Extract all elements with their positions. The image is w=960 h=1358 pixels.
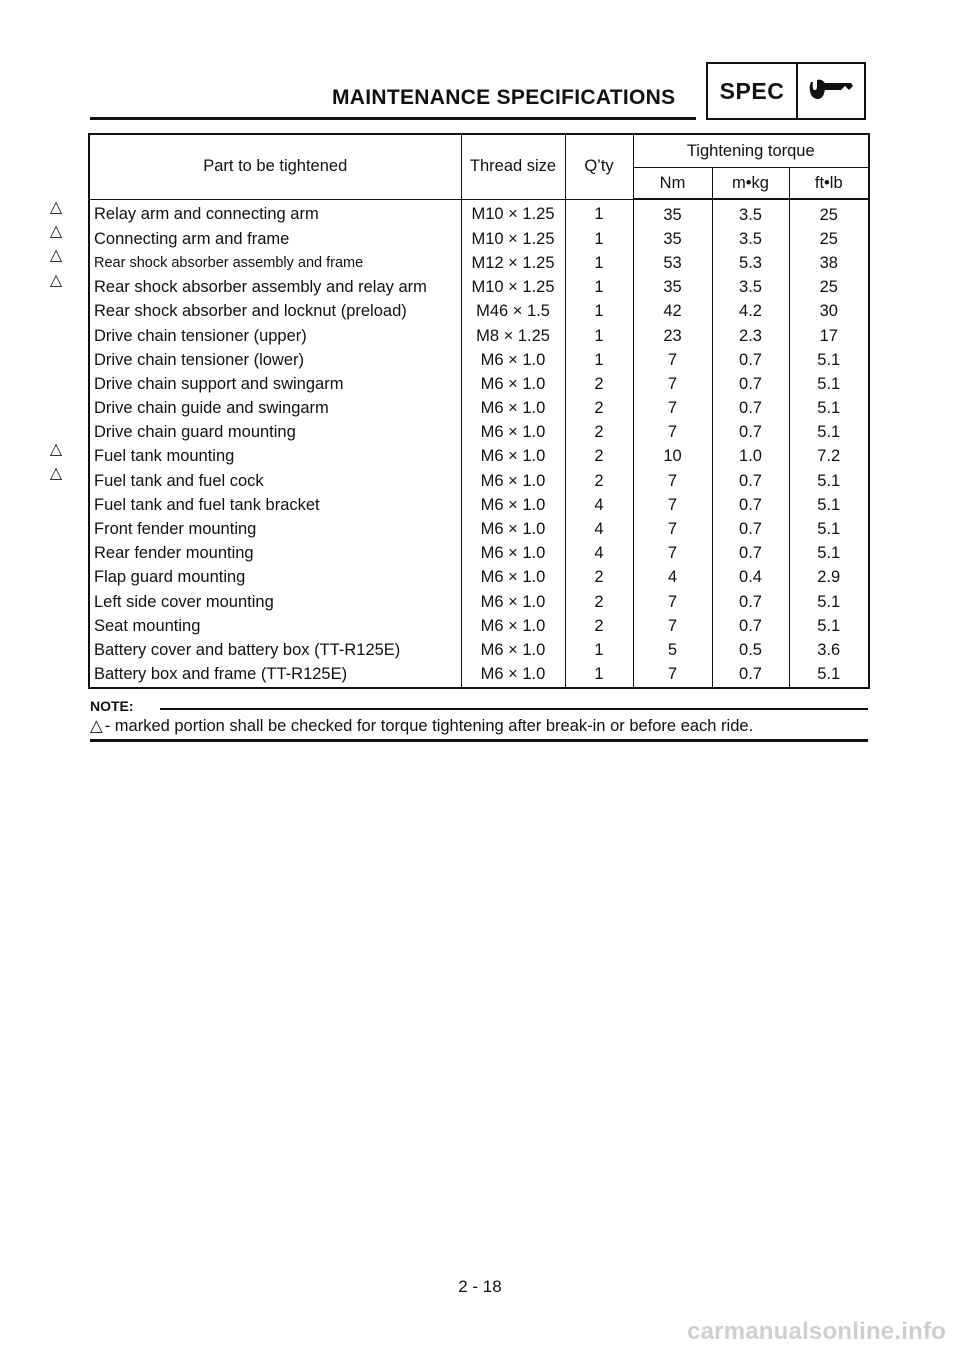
table-row bbox=[89, 324, 869, 348]
cell-nm: 7 bbox=[633, 493, 712, 517]
cell-nm: 4 bbox=[633, 566, 712, 590]
cell-thread-size: M46 × 1.5 bbox=[461, 300, 565, 324]
table-row bbox=[89, 276, 869, 300]
triangle-mark-icon bbox=[46, 558, 66, 582]
cell-nm: 7 bbox=[633, 542, 712, 566]
torque-table-wrapper bbox=[88, 133, 868, 689]
cell-nm: 7 bbox=[633, 614, 712, 638]
cell-qty: 1 bbox=[565, 276, 633, 300]
cell-mkg: 0.7 bbox=[712, 542, 789, 566]
cell-qty: 2 bbox=[565, 421, 633, 445]
cell-ftlb: 5.1 bbox=[789, 542, 869, 566]
cell-part: Fuel tank and fuel cock bbox=[89, 469, 461, 493]
cell-ftlb: 25 bbox=[789, 227, 869, 251]
triangle-mark-icon bbox=[46, 534, 66, 558]
cell-ftlb: 25 bbox=[789, 199, 869, 227]
cell-ftlb: 5.1 bbox=[789, 663, 869, 688]
cell-thread-size: M6 × 1.0 bbox=[461, 542, 565, 566]
torque-check-marks bbox=[46, 195, 66, 679]
cell-qty: 2 bbox=[565, 445, 633, 469]
cell-mkg: 0.7 bbox=[712, 517, 789, 541]
cell-part: Battery cover and battery box (TT-R125E) bbox=[89, 638, 461, 662]
cell-qty: 1 bbox=[565, 638, 633, 662]
cell-thread-size: M6 × 1.0 bbox=[461, 348, 565, 372]
cell-thread-size: M6 × 1.0 bbox=[461, 638, 565, 662]
cell-thread-size: M10 × 1.25 bbox=[461, 276, 565, 300]
cell-nm: 7 bbox=[633, 517, 712, 541]
cell-nm: 7 bbox=[633, 372, 712, 396]
cell-part: Rear fender mounting bbox=[89, 542, 461, 566]
cell-part: Drive chain tensioner (lower) bbox=[89, 348, 461, 372]
cell-thread-size: M6 × 1.0 bbox=[461, 372, 565, 396]
note-rule-bottom bbox=[90, 739, 868, 742]
cell-mkg: 3.5 bbox=[712, 227, 789, 251]
triangle-mark-icon bbox=[46, 655, 66, 679]
cell-mkg: 0.7 bbox=[712, 372, 789, 396]
cell-mkg: 4.2 bbox=[712, 300, 789, 324]
note-text: - marked portion shall be checked for torque tightening after break-in or before each ride. bbox=[104, 716, 754, 735]
triangle-mark-icon: △ bbox=[49, 271, 63, 289]
cell-part: Left side cover mounting bbox=[89, 590, 461, 614]
cell-part: Drive chain support and swingarm bbox=[89, 372, 461, 396]
cell-part: Drive chain guard mounting bbox=[89, 421, 461, 445]
cell-nm: 7 bbox=[633, 348, 712, 372]
cell-nm: 53 bbox=[633, 251, 712, 275]
table-row bbox=[89, 348, 869, 372]
cell-thread-size: M6 × 1.0 bbox=[461, 421, 565, 445]
cell-part: Fuel tank and fuel tank bracket bbox=[89, 493, 461, 517]
header-thread-size: Thread size bbox=[461, 134, 565, 199]
cell-thread-size: M6 × 1.0 bbox=[461, 445, 565, 469]
triangle-mark-icon: △ bbox=[49, 247, 63, 265]
cell-ftlb: 30 bbox=[789, 300, 869, 324]
table-row bbox=[89, 663, 869, 688]
cell-part: Rear shock absorber and locknut (preload) bbox=[89, 300, 461, 324]
torque-table bbox=[88, 133, 870, 689]
table-row bbox=[89, 227, 869, 251]
cell-mkg: 5.3 bbox=[712, 251, 789, 275]
header-ftlb: ft•lb bbox=[789, 168, 869, 200]
table-row bbox=[89, 445, 869, 469]
cell-mkg: 0.7 bbox=[712, 348, 789, 372]
cell-qty: 1 bbox=[565, 348, 633, 372]
cell-qty: 4 bbox=[565, 517, 633, 541]
cell-thread-size: M6 × 1.0 bbox=[461, 517, 565, 541]
cell-ftlb: 5.1 bbox=[789, 614, 869, 638]
cell-qty: 2 bbox=[565, 372, 633, 396]
cell-mkg: 2.3 bbox=[712, 324, 789, 348]
cell-mkg: 0.7 bbox=[712, 614, 789, 638]
cell-nm: 7 bbox=[633, 421, 712, 445]
table-row bbox=[89, 542, 869, 566]
cell-thread-size: M10 × 1.25 bbox=[461, 227, 565, 251]
triangle-mark-icon bbox=[46, 389, 66, 413]
cell-thread-size: M6 × 1.0 bbox=[461, 493, 565, 517]
page-number: 2 - 18 bbox=[458, 1277, 502, 1296]
cell-mkg: 0.7 bbox=[712, 590, 789, 614]
triangle-mark-icon bbox=[46, 292, 66, 316]
footer-watermark: carmanualsonline.info bbox=[687, 1318, 946, 1345]
triangle-mark-icon: △ bbox=[49, 223, 63, 241]
cell-mkg: 0.7 bbox=[712, 663, 789, 688]
cell-part: Front fender mounting bbox=[89, 517, 461, 541]
cell-nm: 42 bbox=[633, 300, 712, 324]
cell-qty: 2 bbox=[565, 397, 633, 421]
triangle-mark-icon bbox=[46, 630, 66, 654]
cell-part: Battery box and frame (TT-R125E) bbox=[89, 663, 461, 688]
header-qty: Q’ty bbox=[565, 134, 633, 199]
cell-nm: 7 bbox=[633, 590, 712, 614]
table-row bbox=[89, 566, 869, 590]
cell-thread-size: M6 × 1.0 bbox=[461, 663, 565, 688]
cell-nm: 10 bbox=[633, 445, 712, 469]
cell-ftlb: 5.1 bbox=[789, 590, 869, 614]
table-row bbox=[89, 199, 869, 227]
spec-badge bbox=[706, 62, 866, 120]
cell-nm: 35 bbox=[633, 276, 712, 300]
wrench-icon bbox=[798, 64, 864, 118]
cell-ftlb: 5.1 bbox=[789, 469, 869, 493]
triangle-mark-icon: △ bbox=[49, 440, 63, 458]
table-row bbox=[89, 638, 869, 662]
triangle-mark-icon: △ bbox=[49, 465, 63, 483]
cell-qty: 1 bbox=[565, 663, 633, 688]
cell-nm: 7 bbox=[633, 469, 712, 493]
cell-ftlb: 17 bbox=[789, 324, 869, 348]
cell-thread-size: M8 × 1.25 bbox=[461, 324, 565, 348]
cell-thread-size: M6 × 1.0 bbox=[461, 590, 565, 614]
cell-mkg: 0.7 bbox=[712, 421, 789, 445]
cell-nm: 5 bbox=[633, 638, 712, 662]
triangle-mark-icon bbox=[46, 485, 66, 509]
cell-ftlb: 5.1 bbox=[789, 397, 869, 421]
table-row bbox=[89, 517, 869, 541]
cell-thread-size: M6 × 1.0 bbox=[461, 614, 565, 638]
cell-ftlb: 25 bbox=[789, 276, 869, 300]
cell-qty: 2 bbox=[565, 614, 633, 638]
cell-ftlb: 5.1 bbox=[789, 517, 869, 541]
table-row bbox=[89, 493, 869, 517]
header-mkg: m•kg bbox=[712, 168, 789, 200]
cell-qty: 1 bbox=[565, 199, 633, 227]
cell-qty: 4 bbox=[565, 493, 633, 517]
cell-thread-size: M12 × 1.25 bbox=[461, 251, 565, 275]
cell-thread-size: M10 × 1.25 bbox=[461, 199, 565, 227]
triangle-mark-icon: △ bbox=[90, 717, 103, 735]
cell-part: Flap guard mounting bbox=[89, 566, 461, 590]
header-rule bbox=[90, 117, 696, 120]
page-title: MAINTENANCE SPECIFICATIONS bbox=[332, 86, 676, 109]
cell-part: Relay arm and connecting arm bbox=[89, 199, 461, 227]
cell-part: Rear shock absorber assembly and frame bbox=[89, 251, 461, 275]
cell-qty: 1 bbox=[565, 251, 633, 275]
cell-thread-size: M6 × 1.0 bbox=[461, 469, 565, 493]
header-tightening-torque: Tightening torque bbox=[633, 134, 869, 168]
cell-mkg: 1.0 bbox=[712, 445, 789, 469]
cell-ftlb: 5.1 bbox=[789, 372, 869, 396]
table-row bbox=[89, 300, 869, 324]
cell-part: Rear shock absorber assembly and relay arm bbox=[89, 276, 461, 300]
note-text-line bbox=[90, 716, 753, 736]
cell-ftlb: 5.1 bbox=[789, 493, 869, 517]
triangle-mark-icon bbox=[46, 364, 66, 388]
cell-mkg: 3.5 bbox=[712, 276, 789, 300]
triangle-mark-icon: △ bbox=[49, 199, 63, 217]
cell-nm: 7 bbox=[633, 397, 712, 421]
spec-label: SPEC bbox=[708, 64, 798, 118]
table-row bbox=[89, 372, 869, 396]
cell-qty: 1 bbox=[565, 324, 633, 348]
cell-mkg: 0.7 bbox=[712, 397, 789, 421]
table-row bbox=[89, 590, 869, 614]
triangle-mark-icon bbox=[46, 582, 66, 606]
cell-thread-size: M6 × 1.0 bbox=[461, 397, 565, 421]
cell-nm: 7 bbox=[633, 663, 712, 688]
cell-ftlb: 5.1 bbox=[789, 421, 869, 445]
cell-part: Seat mounting bbox=[89, 614, 461, 638]
triangle-mark-icon bbox=[46, 606, 66, 630]
cell-thread-size: M6 × 1.0 bbox=[461, 566, 565, 590]
cell-ftlb: 5.1 bbox=[789, 348, 869, 372]
header-nm: Nm bbox=[633, 168, 712, 200]
cell-part: Fuel tank mounting bbox=[89, 445, 461, 469]
cell-qty: 1 bbox=[565, 300, 633, 324]
cell-qty: 2 bbox=[565, 590, 633, 614]
cell-mkg: 3.5 bbox=[712, 199, 789, 227]
table-row bbox=[89, 397, 869, 421]
cell-mkg: 0.4 bbox=[712, 566, 789, 590]
triangle-mark-icon bbox=[46, 413, 66, 437]
page-header bbox=[90, 62, 868, 122]
cell-qty: 4 bbox=[565, 542, 633, 566]
triangle-mark-icon bbox=[46, 340, 66, 364]
triangle-mark-icon bbox=[46, 509, 66, 533]
cell-part: Connecting arm and frame bbox=[89, 227, 461, 251]
header-part: Part to be tightened bbox=[89, 134, 461, 199]
cell-mkg: 0.5 bbox=[712, 638, 789, 662]
cell-part: Drive chain tensioner (upper) bbox=[89, 324, 461, 348]
table-row bbox=[89, 614, 869, 638]
cell-qty: 1 bbox=[565, 227, 633, 251]
cell-ftlb: 3.6 bbox=[789, 638, 869, 662]
table-row bbox=[89, 421, 869, 445]
cell-qty: 2 bbox=[565, 566, 633, 590]
cell-part: Drive chain guide and swingarm bbox=[89, 397, 461, 421]
note-label: NOTE: bbox=[90, 698, 134, 714]
cell-nm: 35 bbox=[633, 227, 712, 251]
cell-ftlb: 7.2 bbox=[789, 445, 869, 469]
cell-nm: 35 bbox=[633, 199, 712, 227]
triangle-mark-icon bbox=[46, 316, 66, 340]
cell-ftlb: 38 bbox=[789, 251, 869, 275]
cell-ftlb: 2.9 bbox=[789, 566, 869, 590]
note-rule-top bbox=[160, 708, 868, 710]
cell-mkg: 0.7 bbox=[712, 469, 789, 493]
table-row bbox=[89, 251, 869, 275]
cell-mkg: 0.7 bbox=[712, 493, 789, 517]
table-row bbox=[89, 469, 869, 493]
cell-qty: 2 bbox=[565, 469, 633, 493]
cell-nm: 23 bbox=[633, 324, 712, 348]
